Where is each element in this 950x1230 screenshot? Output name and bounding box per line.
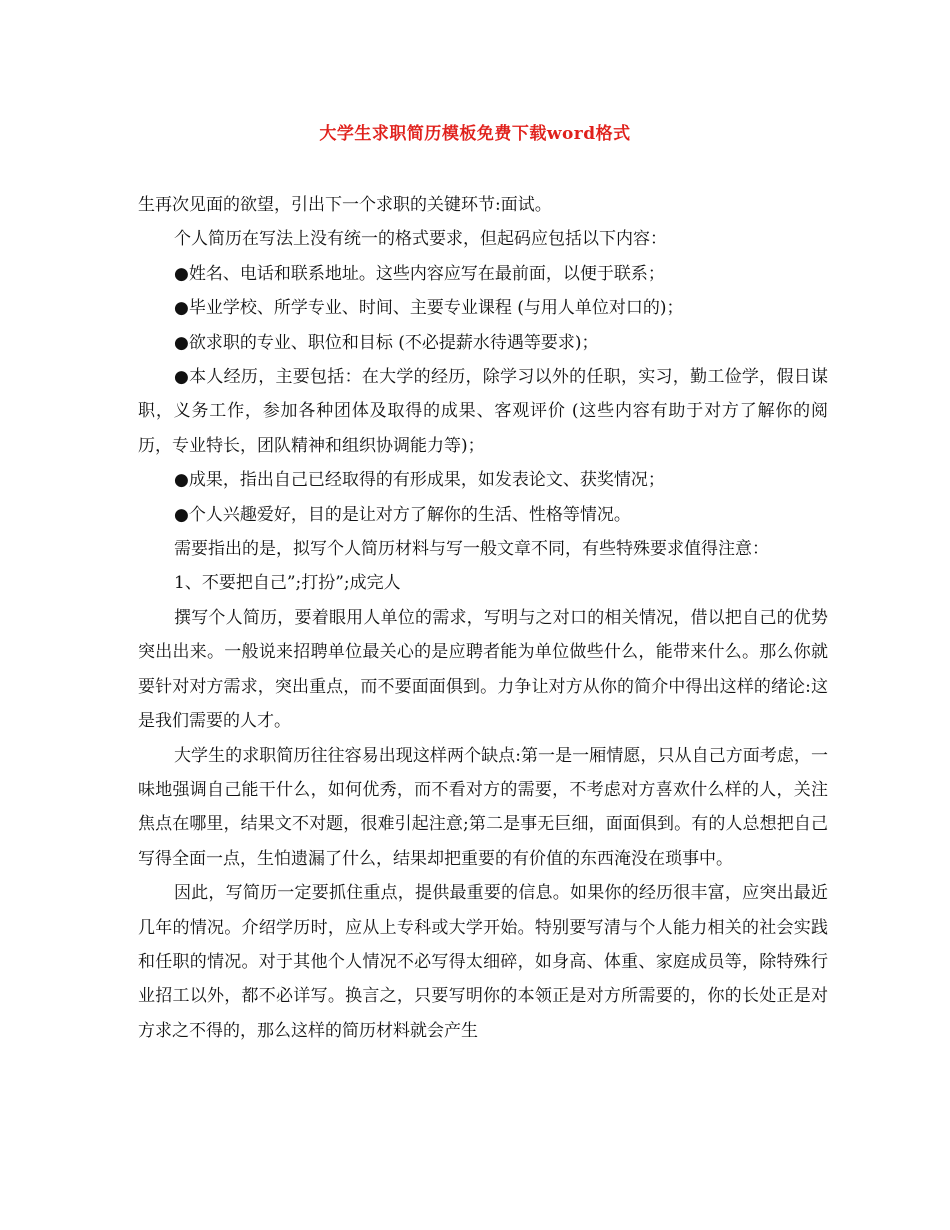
paragraph-focus-needs: 撰写个人简历，要着眼用人单位的需求，写明与之对口的相关情况，借以把自己的优势突出出来。一般说来招聘单位最关心的是应聘者能为单位做些什么，能带来什么。那么你就要针对对方需求，突出重点，而不要面面俱到。力争让对方从你的简介中得出这样的绪论:这是我们需要的人才。 <box>138 607 828 732</box>
paragraph-notice: 需要指出的是，拟写个人简历材料与写一般文章不同，有些特殊要求值得注意： <box>174 539 769 560</box>
list-item-interests: ●个人兴趣爱好，目的是让对方了解你的生活、性格等情况。 <box>174 504 631 525</box>
section-heading-1: 1、不要把自己”;打扮”;成完人 <box>174 573 401 594</box>
paragraph-intro: 个人简历在写法上没有统一的格式要求，但起码应包括以下内容： <box>174 229 667 250</box>
list-item-objective: ●欲求职的专业、职位和目标 (不必提薪水待遇等要求)； <box>174 332 599 353</box>
list-item-contact: ●姓名、电话和联系地址。这些内容应写在最前面，以便于联系； <box>174 263 665 284</box>
paragraph-key-points: 因此，写简历一定要抓住重点，提供最重要的信息。如果你的经历很丰富，应突出最近几年的情况。介绍学历时，应从上专科或大学开始。特别要写清与个人能力相关的社会实践和任职的情况。对于其他个人情况不必写得太细碎，如身高、体重、家庭成员等，除特殊行业招工以外，都不必详写。换言之，只要写明你的本领正是对方所需要的，你的长处正是对方求之不得的，那么这样的简历材料就会产生 <box>138 883 828 1041</box>
paragraph-common-mistakes: 大学生的求职简历往往容易出现这样两个缺点:第一是一厢情愿，只从自己方面考虑，一味地强调自己能干什么，如何优秀，而不看对方的需要，不考虑对方喜欢什么样的人，关注焦点在哪里，结果文不对题，很难引起注意;第二是事无巨细，面面俱到。有的人总想把自己写得全面一点，生怕遗漏了什么，结果却把重要的有价值的东西淹没在琐事中。 <box>138 745 828 869</box>
list-item-achievements: ●成果，指出自己已经取得的有形成果，如发表论文、获奖情况； <box>174 470 665 491</box>
list-item-experience: ●本人经历，主要包括：在大学的经历，除学习以外的任职，实习，勤工俭学，假日谋职，义务工作，参加各种团体及取得的成果、客观评价 (这些内容有助于对方了解你的阅历，专业特长，团队精神和组织协调能力等)； <box>138 367 828 456</box>
list-item-education: ●毕业学校、所学专业、时间、主要专业课程 (与用人单位对口的)； <box>174 298 684 319</box>
document-title: 大学生求职简历模板免费下载word格式 <box>319 124 631 144</box>
paragraph-continuation: 生再次见面的欲望，引出下一个求职的关键环节:面试。 <box>138 195 552 215</box>
document-body <box>138 188 828 1048</box>
